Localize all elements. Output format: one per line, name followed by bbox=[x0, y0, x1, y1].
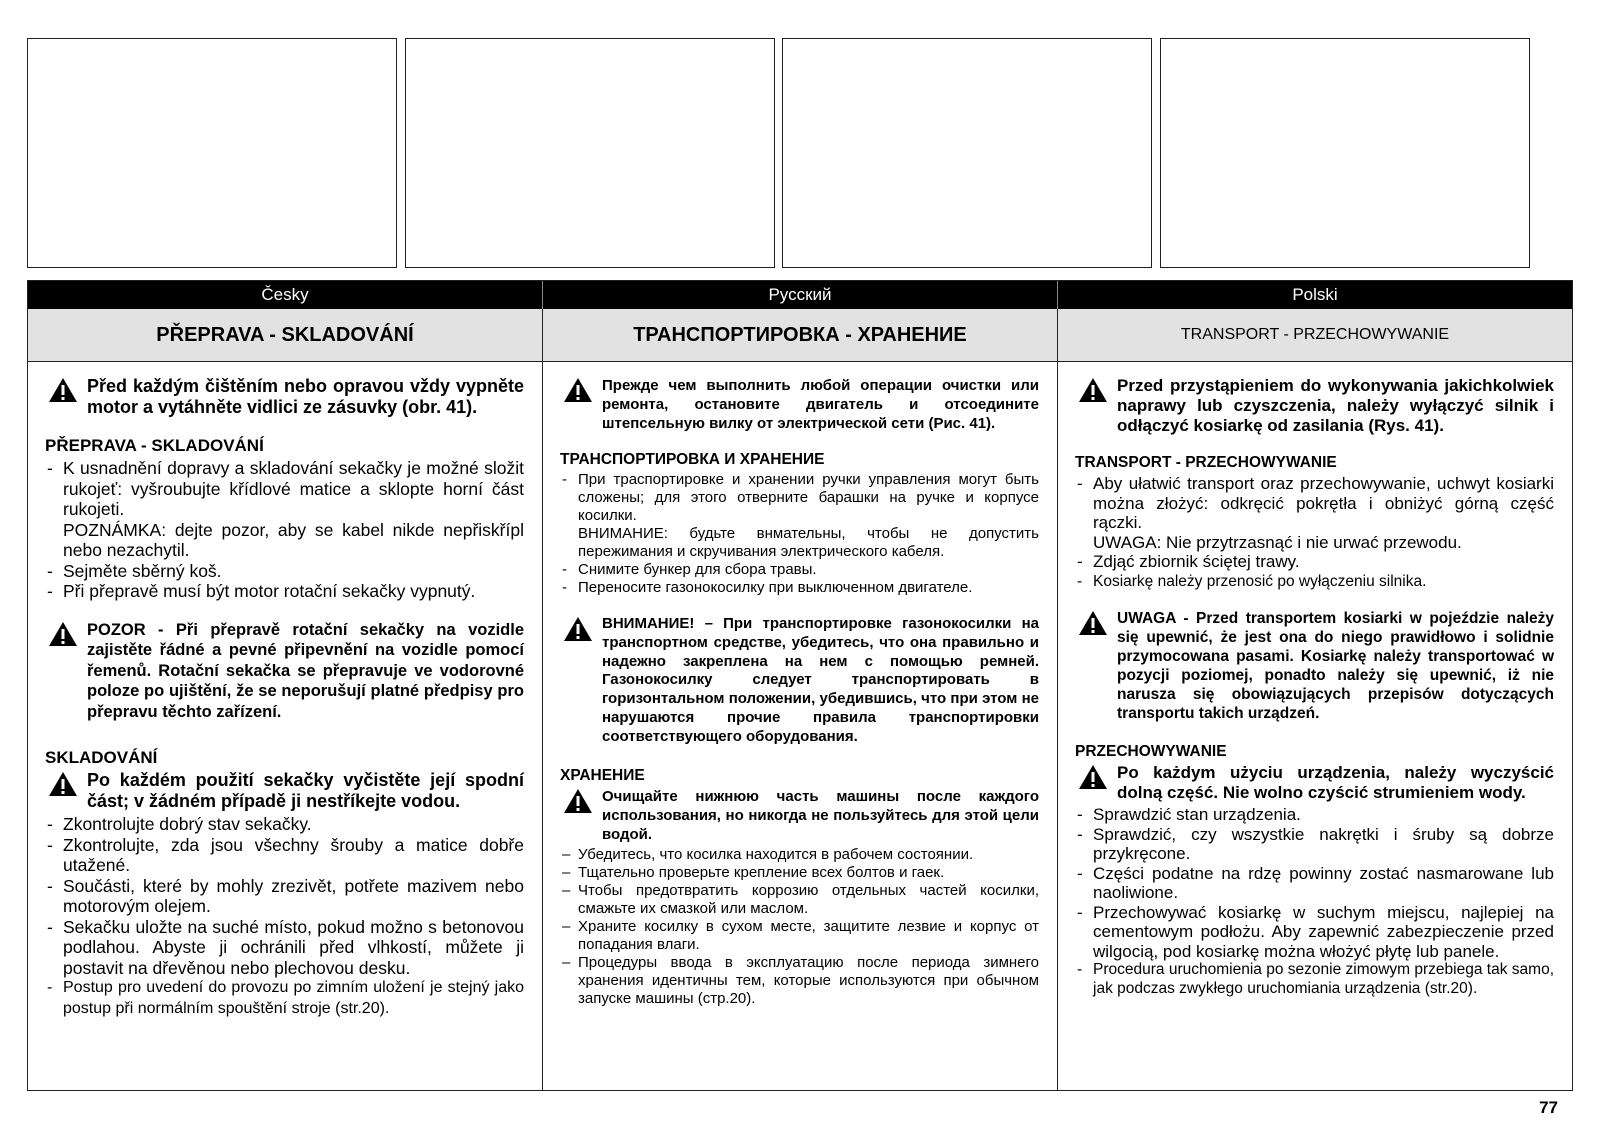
warning-text: ВНИМАНИЕ! – При транспортировке газонокосилки на транспортном средстве, убедитесь, что она правильно и надежно закреплена на нем с помощью ремней. Газонокосилку следует транспортировать в горизонтальном положении, убедившись, что при этом не нарушаются прочие правила транспортировки соответствующего оборудования. bbox=[602, 615, 1039, 745]
note-text: POZNÁMKA: dejte pozor, aby se kabel nikde nepřiskřípl nebo nezachytil. bbox=[63, 519, 524, 560]
list-item: - Součásti, které by mohly zrezivět, potřete mazivem nebo motorovým olejem. bbox=[45, 876, 524, 917]
list-item: - Aby ułatwić transport oraz przechowywanie, uchwyt kosiarki można złożyć: odkręcić pokrętła i obniżyć górną część rączki. bbox=[1075, 474, 1554, 533]
list-item: – Убедитесь, что косилка находится в рабочем состоянии. bbox=[560, 846, 1039, 864]
list-item: - Při přepravě musí být motor rotační sekačky vypnutý. bbox=[45, 581, 524, 602]
column-czech bbox=[28, 362, 543, 1090]
list-item: – Процедуры ввода в эксплуатацию после периода зимнего хранения идентичны тем, которые используются при обычном запуске машины (стр.20). bbox=[560, 954, 1039, 1008]
list-item: - При траспортировке и хранении ручки управления могут быть сложены; для этого отверните барашки на ручке и корпусе косилки. bbox=[560, 471, 1039, 525]
warning-block bbox=[560, 615, 1039, 747]
warning-block bbox=[1075, 376, 1554, 436]
warning-text: UWAGA - Przed transportem kosiarki w pojeździe należy się upewnić, że jest ona do niego prawidłowo i solidnie przymocowana pasami. Kosiarkę należy transportować w pozycji poziomej, ponadto należy się upewnić, iż nie narusza się obowiązujących przepisów dotyczących transportu takich urządzeń. bbox=[1117, 610, 1554, 722]
warning-triangle-icon bbox=[1075, 610, 1111, 636]
warning-block bbox=[560, 376, 1039, 433]
warning-text: Przed przystąpieniem do wykonywania jakichkolwiek naprawy lub czyszczenia, należy wyłączyć silnik i odłączyć kosiarkę od zasilania (Rys. 41). bbox=[1117, 376, 1554, 435]
warning-text: Прежде чем выполнить любой операции очистки или ремонта, остановите двигатель и отсоедините штепсельную вилку от электрической сети (Рис. 41). bbox=[602, 377, 1039, 432]
language-label-ru: Русский bbox=[543, 281, 1058, 309]
warning-block bbox=[45, 770, 524, 812]
list-item: - Снимите бункер для сбора травы. bbox=[560, 561, 1039, 579]
warning-text: POZOR - Při přepravě rotační sekačky na vozidle zajistěte řádné a pevné připevnění na vozidle pomocí řemenů. Rotační sekačka se přepravuje ve vodorovné poloze po ujištění, že se neporušují platné předpisy pro přepravu těchto zařízení. bbox=[87, 620, 524, 721]
warning-text: Po każdym użyciu urządzenia, należy wyczyścić dolną część. Nie wolno czyścić strumieniem wody. bbox=[1117, 763, 1554, 802]
list-item: - Przechowywać kosiarkę w suchym miejscu, najlepiej na cementowym podłożu. Aby zapewnić zabezpieczenie przed wilgocią, pod kosiarkę można włożyć płytę lub panele. bbox=[1075, 903, 1554, 962]
warning-text: Очищайте нижнюю часть машины после каждого использования, но никогда не пользуйтесь для этой цели водой. bbox=[602, 787, 1039, 843]
list-item: - Kosiarkę należy przenosić po wyłączeniu silnika. bbox=[1075, 572, 1554, 592]
section-title-cz: PŘEPRAVA - SKLADOVÁNÍ bbox=[28, 309, 543, 361]
list-item: - Sejměte sběrný koš. bbox=[45, 561, 524, 582]
warning-block bbox=[560, 787, 1039, 844]
section-title-pl: TRANSPORT - PRZECHOWYWANIE bbox=[1180, 326, 1450, 343]
list bbox=[45, 814, 524, 1019]
figure-box-1 bbox=[27, 38, 397, 268]
warning-block bbox=[45, 376, 524, 418]
warning-triangle-icon bbox=[45, 377, 81, 403]
subheading: PŘEPRAVA - SKLADOVÁNÍ bbox=[45, 436, 264, 455]
language-bar bbox=[28, 281, 1572, 309]
subheading: ХРАНЕНИЕ bbox=[560, 766, 645, 784]
warning-triangle-icon bbox=[560, 616, 596, 642]
subheading: PRZECHOWYWANIE bbox=[1075, 743, 1227, 760]
list-item: - Części podatne na rdzę powinny zostać nasmarowane lub naoliwione. bbox=[1075, 864, 1554, 903]
figure-box-2 bbox=[405, 38, 775, 268]
subheading: SKLADOVÁNÍ bbox=[45, 748, 158, 767]
list bbox=[560, 846, 1039, 1008]
note-text: ВНИМАНИЕ: будьте внмательны, чтобы не допустить пережимания и скручивания электрического кабеля. bbox=[578, 525, 1039, 560]
warning-triangle-icon bbox=[45, 621, 81, 647]
list-item: – Чтобы предотвратить коррозию отдельных частей косилки, смажьте их смазкой или маслом. bbox=[560, 882, 1039, 918]
warning-triangle-icon bbox=[1075, 764, 1111, 790]
list bbox=[560, 471, 1039, 597]
warning-block bbox=[1075, 609, 1554, 723]
note-text: UWAGA: Nie przytrzasnąć i nie urwać przewodu. bbox=[1093, 532, 1462, 552]
warning-block bbox=[45, 620, 524, 723]
list-item: - Sprawdzić, czy wszystkie nakrętki i śruby są dobrze przykręcone. bbox=[1075, 825, 1554, 864]
list-item: - Переносите газонокосилку при выключенном двигателе. bbox=[560, 579, 1039, 597]
page-number: 77 bbox=[1539, 1098, 1558, 1117]
list-item: - Postup pro uvedení do provozu po zimním uložení je stejný jako postup při normálním spouštění stroje (str.20). bbox=[45, 978, 524, 1019]
list-item: - Procedura uruchomienia po sezonie zimowym przebiega tak samo, jak podczas zwykłego uruchomiania urządzenia (str.20). bbox=[1075, 961, 1554, 998]
section-title-ru: ТРАНСПОРТИРОВКА - ХРАНЕНИЕ bbox=[543, 309, 1058, 361]
column-polish bbox=[1058, 362, 1572, 1090]
figure-box-3 bbox=[782, 38, 1152, 268]
subheading: TRANSPORT - PRZECHOWYWANIE bbox=[1075, 454, 1337, 471]
list-item: - Zdjąć zbiornik ściętej trawy. bbox=[1075, 552, 1554, 572]
list-item: - Sprawdzić stan urządzenia. bbox=[1075, 805, 1554, 825]
list-item: - Zkontrolujte dobrý stav sekačky. bbox=[45, 814, 524, 835]
language-label-pl: Polski bbox=[1292, 285, 1338, 304]
list-item: - Zkontrolujte, zda jsou všechny šrouby a matice dobře utažené. bbox=[45, 835, 524, 876]
list bbox=[45, 458, 524, 602]
warning-block bbox=[1075, 763, 1554, 803]
list bbox=[1075, 805, 1554, 998]
warning-text: Před každým čištěním nebo opravou vždy vypněte motor a vytáhněte vidlici ze zásuvky (obr. 41). bbox=[87, 376, 524, 417]
warning-text: Po každém použití sekačky vyčistěte její spodní část; v žádném případě ji nestříkejte vodou. bbox=[87, 770, 524, 811]
figure-box-4 bbox=[1160, 38, 1530, 268]
title-bar bbox=[28, 309, 1572, 362]
warning-triangle-icon bbox=[560, 377, 596, 403]
list bbox=[1075, 474, 1554, 591]
list-item: - K usnadnění dopravy a skladování sekačky je možné složit rukojeť: vyšroubujte křídlové matice a sklopte horní část rukojeti. bbox=[45, 458, 524, 520]
warning-triangle-icon bbox=[560, 788, 596, 814]
subheading: ТРАНСПОРТИРОВКА И ХРАНЕНИЕ bbox=[560, 451, 825, 468]
warning-triangle-icon bbox=[1075, 377, 1111, 403]
language-label-cz: Česky bbox=[28, 281, 543, 309]
list-item: – Тщательно проверьте крепление всех болтов и гаек. bbox=[560, 864, 1039, 882]
list-item: – Храните косилку в сухом месте, защитите лезвие и корпус от попадания влаги. bbox=[560, 918, 1039, 954]
column-russian bbox=[543, 362, 1058, 1090]
warning-triangle-icon bbox=[45, 771, 81, 797]
content-table bbox=[27, 280, 1573, 1091]
list-item: - Sekačku uložte na suché místo, pokud možno s betonovou podlahou. Abyste ji ochránili před vlhkostí, můžete ji postavit na dřevěnou nebo plechovou desku. bbox=[45, 917, 524, 979]
